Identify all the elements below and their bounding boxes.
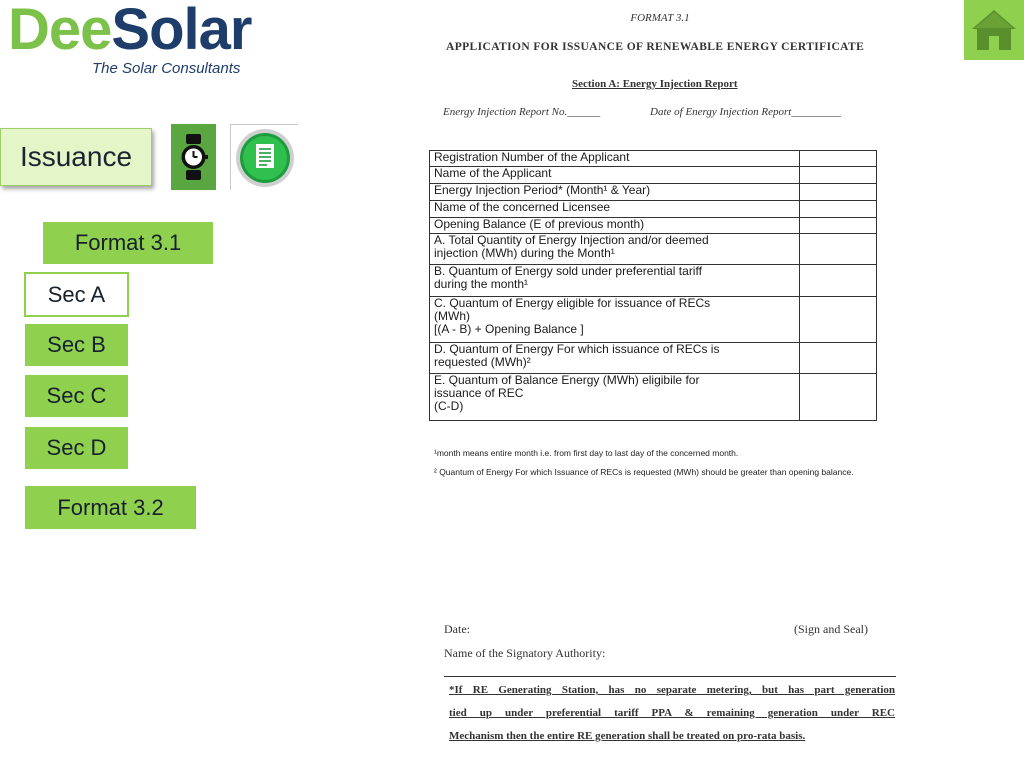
row-value <box>799 374 876 421</box>
sec-c-button[interactable]: Sec C <box>25 375 128 417</box>
application-title: APPLICATION FOR ISSUANCE OF RENEWABLE ENERGY CERTIFICATE <box>446 41 865 53</box>
format-3-2-button[interactable]: Format 3.2 <box>25 486 196 529</box>
row-label: D. Quantum of Energy For which issuance of RECs is requested (MWh)² <box>434 342 720 369</box>
footnote-1: ¹month means entire month i.e. from first day to last day of the concerned month. <box>434 448 739 458</box>
footnote-2: ² Quantum of Energy For which Issuance of RECs is requested (MWh) should be greater than opening balance. <box>434 467 854 477</box>
note-line-2: tied up under preferential tariff PPA & remaining generation under REC <box>449 707 895 719</box>
table-row <box>430 374 877 421</box>
table-row <box>430 343 877 374</box>
sec-a-button[interactable]: Sec A <box>24 272 129 317</box>
row-value <box>799 151 876 167</box>
row-value <box>799 184 876 201</box>
row-value <box>799 265 876 297</box>
row-label: Name of the concerned Licensee <box>434 200 611 214</box>
document-icon <box>230 124 298 190</box>
row-value <box>799 343 876 374</box>
row-label: E. Quantum of Balance Energy (MWh) eligibile for issuance of REC (C-D) <box>434 373 700 413</box>
row-value <box>799 201 876 218</box>
table-row <box>430 234 877 265</box>
section-title: Section A: Energy Injection Report <box>572 78 738 90</box>
home-icon <box>964 0 1024 60</box>
table-row <box>430 184 877 201</box>
company-logo <box>8 0 252 77</box>
table-row <box>430 218 877 234</box>
watch-icon <box>171 124 216 190</box>
format-3-1-button[interactable]: Format 3.1 <box>43 222 213 264</box>
row-value <box>799 234 876 265</box>
sec-d-button[interactable]: Sec D <box>25 427 128 469</box>
row-value <box>799 297 876 343</box>
note-line-1: *If RE Generating Station, has no separate metering, but has part generation <box>449 684 895 696</box>
table-row <box>430 201 877 218</box>
sign-seal-label: (Sign and Seal) <box>794 622 868 636</box>
row-label: A. Total Quantity of Energy Injection and/or deemed injection (MWh) during the Month¹ <box>434 233 709 260</box>
logo-tagline: The Solar Consultants <box>92 60 241 77</box>
divider <box>444 676 896 677</box>
table-row <box>430 297 877 343</box>
energy-injection-table <box>429 150 877 421</box>
sec-b-button[interactable]: Sec B <box>25 324 128 366</box>
row-value <box>799 167 876 184</box>
logo-dee: Dee <box>8 0 112 62</box>
row-label: B. Quantum of Energy sold under preferential tariff during the month¹ <box>434 264 702 291</box>
logo-wordmark <box>8 0 251 60</box>
table-row <box>430 265 877 297</box>
date-label: Date: <box>444 622 470 636</box>
injection-report-number: Energy Injection Report No.______ <box>443 106 601 118</box>
signatory-label: Name of the Signatory Authority: <box>444 646 606 660</box>
format-title: FORMAT 3.1 <box>630 12 690 24</box>
logo-solar: Solar <box>111 0 252 62</box>
row-label: Registration Number of the Applicant <box>434 150 630 164</box>
row-label: C. Quantum of Energy eligible for issuance of RECs (MWh) [(A - B) + Opening Balance ] <box>434 296 711 336</box>
injection-report-date: Date of Energy Injection Report_________ <box>650 106 841 118</box>
row-label: Opening Balance (E of previous month) <box>434 217 645 231</box>
table-row <box>430 167 877 184</box>
home-button[interactable] <box>964 0 1024 60</box>
issuance-title: Issuance <box>0 128 152 186</box>
table-row <box>430 151 877 167</box>
row-value <box>799 218 876 234</box>
row-label: Energy Injection Period* (Month¹ & Year) <box>434 183 651 197</box>
note-line-3: Mechanism then the entire RE generation shall be treated on pro-rata basis. <box>449 730 806 742</box>
row-label: Name of the Applicant <box>434 166 552 180</box>
